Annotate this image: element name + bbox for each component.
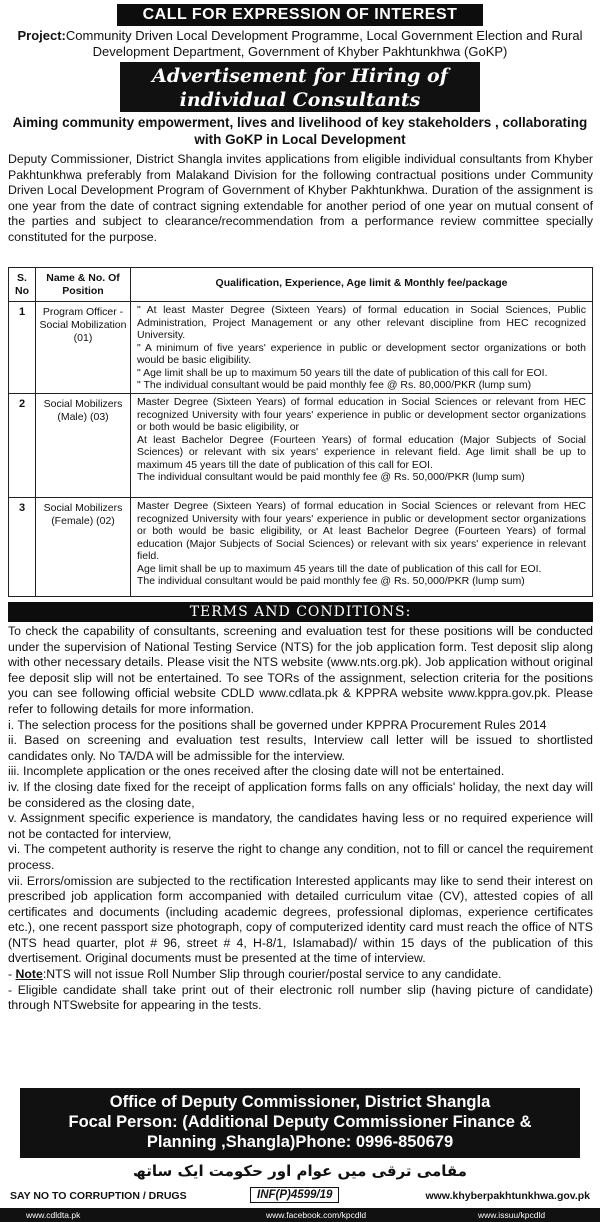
terms-body xyxy=(8,624,593,1014)
advert-line-2: individual Consultants xyxy=(179,89,421,111)
footer-slogan: SAY NO TO CORRUPTION / DRUGS xyxy=(10,1190,187,1202)
call-title: CALL FOR EXPRESSION OF INTEREST xyxy=(117,4,483,26)
qualification-line: Master Degree (Sixteen Years) of formal education in Social Sciences or relevant from HEC recognized University with four years' experience in public or development sector organizations or both would be basic eligibility, or At least Bachelor Degree (Fourteen Years) of formal education (Major Subjects of Social Sciences) or relevant with six years' experience in relevant field. xyxy=(137,500,586,562)
office-line-2: Focal Person: (Additional Deputy Commissioner Finance & xyxy=(68,1113,532,1131)
terms-paragraph: To check the capability of consultants, screening and evaluation test for these positions will be conducted under the supervision of National Testing Service (NTS) for the job application form. Test deposit slip along with other necessary details. Please visit the NTS website (www.nts.org.pk). Job application without original fee deposit slip will not be entertained. To see TORs of the assignment, selection criteria for the positions you can see following official website CDLD www.cdlata.pk & KPPRA website www.kppra.gov.pk. Please refer to following details for more information. xyxy=(8,624,593,716)
header-qualification: Qualification, Experience, Age limit & Monthly fee/package xyxy=(215,277,508,289)
qualification-line: " The individual consultant would be paid monthly fee @ Rs. 80,000/PKR (lump sum) xyxy=(137,379,532,391)
qualification-line: Master Degree (Sixteen Years) of formal education in Social Sciences or relevant from HEC recognized University with four years' experience in public or development sector organizations or both would be basic eligibility, or xyxy=(137,396,586,433)
office-line-1: Office of Deputy Commissioner, District Shangla xyxy=(109,1093,491,1111)
terms-paragraph: - Eligible candidate shall take print out of their electronic roll number slip (having picture of candidate) through NTSwebsite for appearing in the tests. xyxy=(8,982,593,1013)
terms-paragraph: v. Assignment specific experience is mandatory, the candidates having less or no required experience will not be contacted for interview, xyxy=(8,811,593,841)
table-row xyxy=(9,394,592,498)
qualification-line: Age limit shall be up to maximum 45 years till the date of publication of this call for EOI. xyxy=(137,562,542,575)
terms-paragraph: i. The selection process for the positions shall be governed under KPPRA Procurement Rules 2014 xyxy=(8,717,547,732)
qualification-line: The individual consultant would be paid monthly fee @ Rs. 50,000/PKR (lump sum) xyxy=(137,575,525,587)
header-name: Name & No. Of Position xyxy=(36,268,131,301)
footer xyxy=(6,1186,594,1206)
bottom-strip xyxy=(0,1208,600,1222)
link-cdldta[interactable]: www.cdldta.pk xyxy=(26,1210,81,1220)
intro-paragraph: Deputy Commissioner, District Shangla invites applications from eligible individual consultants from Khyber Pakhtunkhwa preferably from Malakand Division for the following contractual positions under Community Driven Local Development Program of Government of Khyber Pakhtunkhwa. Duration of the assignment is one year from the date of contract signing extendable for another period of one year on mutual consent of the parties and subject to clearance/recommendation from a performance review committee specially constituted for the purpose. xyxy=(8,152,593,244)
urdu-slogan: مقامی ترقی میں عوام اور حکومت ایک ساتھ xyxy=(133,1162,467,1180)
note-label: Note xyxy=(15,967,43,982)
row-position: Program Officer -Social Mobilization (01) xyxy=(36,302,131,393)
positions-table xyxy=(8,267,593,597)
qualification-line: " A minimum of five years' experience in public or development sector organizations or both would be basic eligibility. xyxy=(137,341,586,366)
row-position: Social Mobilizers (Female) (02) xyxy=(36,498,131,596)
aim-statement: Aiming community empowerment, lives and livelihood of key stakeholders , collaborating with GoKP in Local Development xyxy=(12,115,588,147)
row-qualification xyxy=(131,302,592,393)
link-facebook[interactable]: www.facebook.com/kpcdld xyxy=(266,1210,367,1220)
note-paragraph: - Note:NTS will not issue Roll Number Slip through courier/postal service to any candidate. xyxy=(8,967,502,982)
row-sno: 2 xyxy=(9,394,36,497)
terms-paragraph: vi. The competent authority is reserve the right to change any condition, not to fill or cancel the requirement process. xyxy=(8,842,593,872)
table-row xyxy=(9,498,592,596)
project-line xyxy=(6,28,594,60)
terms-paragraph: iii. Incomplete application or the ones received after the closing date will not be entertained. xyxy=(8,764,505,779)
footer-website[interactable]: www.khyberpakhtunkhwa.gov.pk xyxy=(425,1190,590,1202)
advert-line-1: Advertisement for Hiring of xyxy=(152,65,448,87)
project-text: Community Driven Local Development Programme, Local Government Election and Rural Development Department, Government of Khyber Pakhtunkhwa (GoKP) xyxy=(65,28,583,59)
footer-code: INF(P)4599/19 xyxy=(250,1187,339,1203)
row-sno: 1 xyxy=(9,302,36,393)
qualification-line: The individual consultant would be paid monthly fee @ Rs. 50,000/PKR (lump sum) xyxy=(137,471,525,483)
terms-paragraph: ii. Based on screening and evaluation test results, Interview call letter will be issued to shortlisted candidates only. No TA/DA will be admissible for the interview. xyxy=(8,733,593,763)
terms-title: TERMS AND CONDITIONS: xyxy=(8,602,593,622)
project-label: Project: xyxy=(17,28,66,43)
header-sno: S. No xyxy=(9,268,36,301)
office-block xyxy=(20,1088,580,1158)
qualification-line: At least Bachelor Degree (Fourteen Years) of formal education (Major Subjects of Social Sciences) or relevant with six years' experience in relevant field. Age limit shall be up to maximum 45 years till the date of publication of this call for EOI. xyxy=(137,433,586,471)
row-position: Social Mobilizers (Male) (03) xyxy=(36,394,131,497)
table-header xyxy=(9,268,592,302)
terms-paragraph: iv. If the closing date fixed for the receipt of application forms falls on any officials' holiday, the next day will be considered as the closing date, xyxy=(8,779,593,810)
terms-paragraph: vii. Errors/omission are subjected to the rectification Interested applicants may like to send their interest on prescribed job application form accompanied with detailed curriculum vitae (CV), attested copies of all certificates and documents (including academic degrees, professional diplomas, experience certificates etc.), one recent passport size photograph, copy of computerized identity card must reach the office of NTS (NTS head quarter, plot # 96, street # 4, H-8/1, Islamabad)/ within 15 days of the publication of this dvertisement. Original documents must be presented at the time of interview. xyxy=(8,873,593,966)
office-line-3: Planning ,Shangla)Phone: 0996-850679 xyxy=(146,1133,454,1151)
link-issuu[interactable]: www.issuu/kpcdld xyxy=(478,1210,546,1220)
note-text: :NTS will not issue Roll Number Slip through courier/postal service to any candidate. xyxy=(42,967,502,982)
table-row xyxy=(9,302,592,394)
qualification-line: " Age limit shall be up to maximum 50 years till the date of publication of this call for EOI. xyxy=(137,366,548,379)
row-qualification xyxy=(131,498,592,596)
qualification-line: " At least Master Degree (Sixteen Years) of formal education in Social Sciences, Public Administration, Project Management or any other relevant discipline from HEC recognized University. xyxy=(137,304,586,341)
row-sno: 3 xyxy=(9,498,36,596)
advertisement-title xyxy=(120,62,480,112)
row-qualification xyxy=(131,394,592,497)
